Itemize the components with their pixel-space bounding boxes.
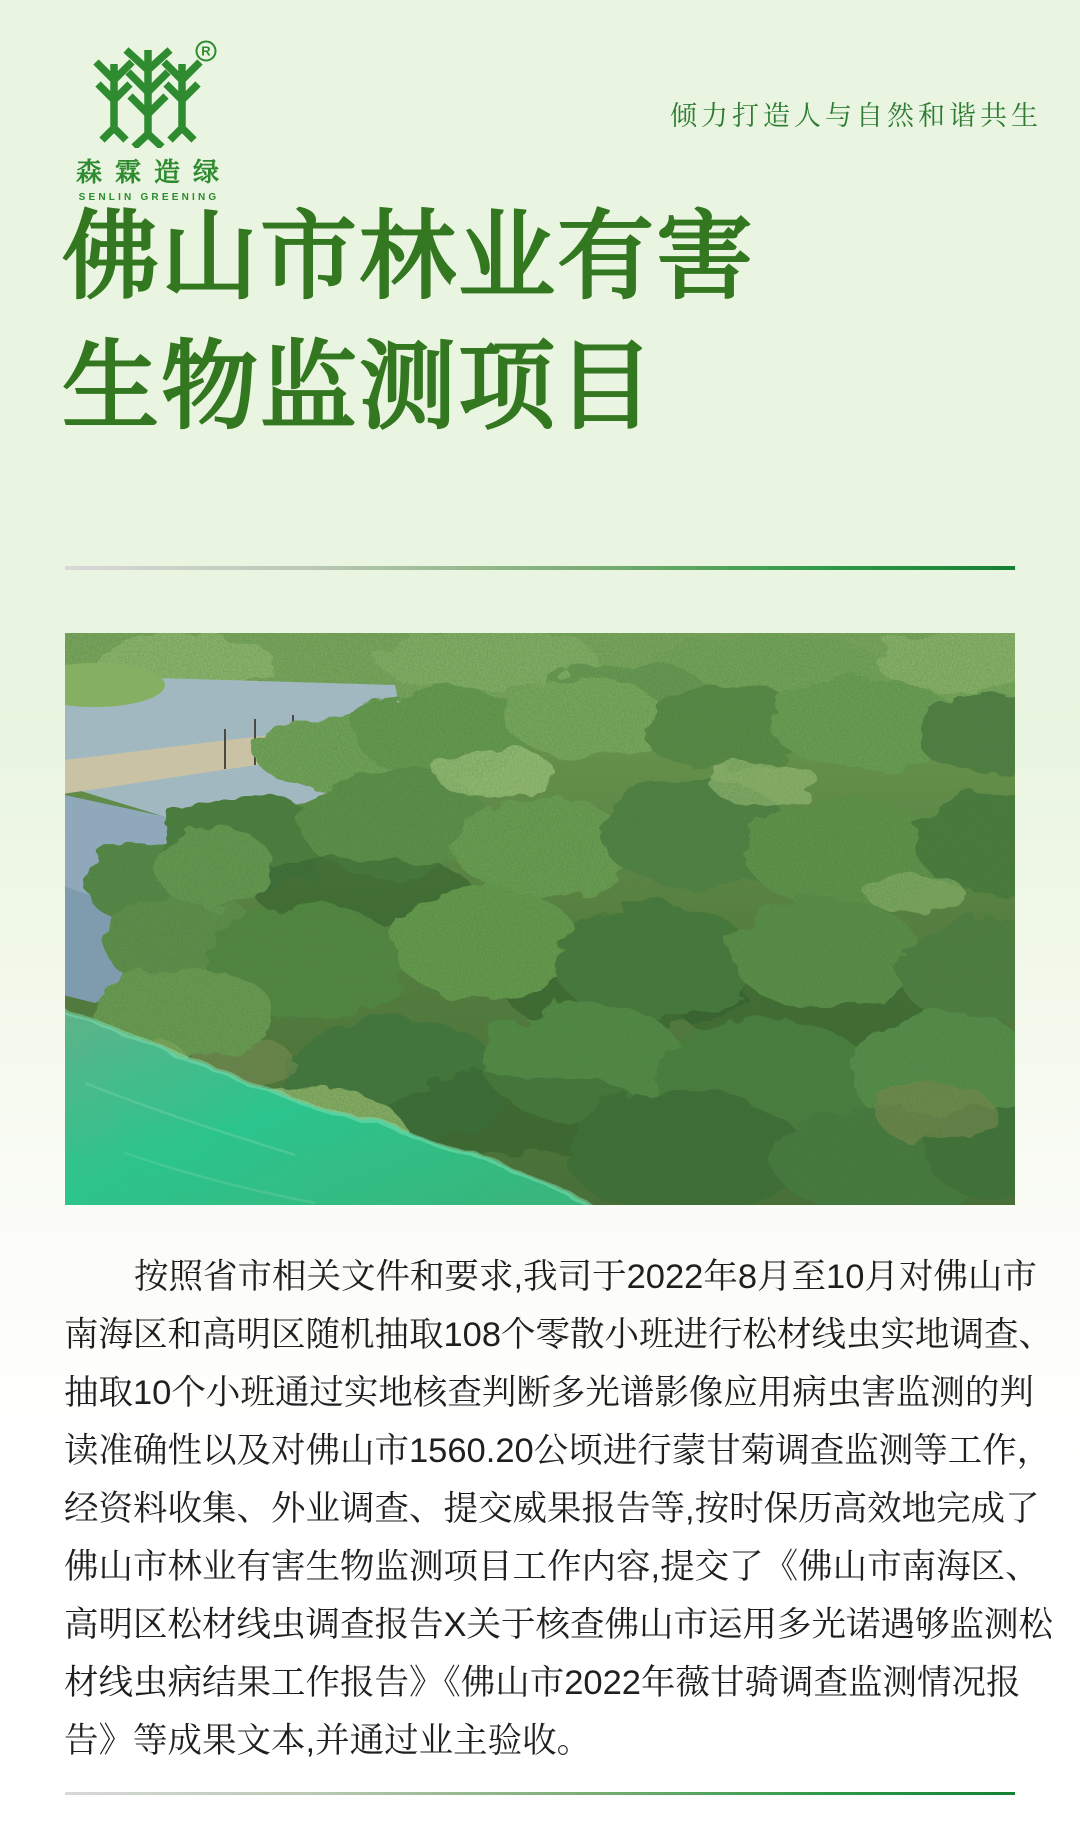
svg-text:R: R: [200, 43, 211, 59]
bottom-divider: [65, 1792, 1015, 1795]
page-title-line1: 佛山市林业有害: [62, 202, 755, 311]
paragraph-line: 读准确性以及对佛山市1560.20公顷进行蒙甘菊调查监测等工作，: [64, 1432, 1052, 1470]
body-paragraph: [64, 1248, 1054, 1770]
page-title-line2: 生物监测项目: [62, 332, 656, 441]
registered-trademark-icon: [196, 42, 215, 61]
header-tagline: 倾力打造人与自然和谐共生: [670, 101, 1042, 131]
brand-logo: [60, 40, 235, 203]
brand-name-chinese: 森霖造绿: [75, 157, 232, 187]
aerial-forest-photo: [65, 633, 1015, 1205]
paragraph-line: 经资料收集、外业调查、提交威果报告等,按时保历高效地完成了: [64, 1490, 1040, 1528]
paragraph-line: 告》等成果文本,并通过业主验收。: [64, 1722, 592, 1760]
paragraph-line: 按照省市相关文件和要求,我司于2022年8月至10月对佛山市: [134, 1258, 1037, 1296]
page-title: [62, 192, 755, 452]
brand-name-english: SENLIN GREENING: [78, 192, 220, 203]
paragraph-line: 南海区和高明区随机抽取108个零散小班进行松材线虫实地调查、: [64, 1316, 1054, 1354]
top-divider: [65, 566, 1015, 570]
paragraph-line: 抽取10个小班通过实地核查判断多光谱影像应用病虫害监测的判: [64, 1374, 1034, 1412]
paragraph-line: 佛山市林业有害生物监测项目工作内容,提交了《佛山市南海区、: [64, 1548, 1040, 1586]
paragraph-line: 材线虫病结果工作报告》《佛山市2022年薇甘骑调查监测情况报: [64, 1664, 1021, 1702]
three-trees-icon: [78, 40, 218, 148]
paragraph-line: 高明区松材线虫调查报告X关于核查佛山市运用多光诺遇够监测松: [64, 1606, 1054, 1644]
